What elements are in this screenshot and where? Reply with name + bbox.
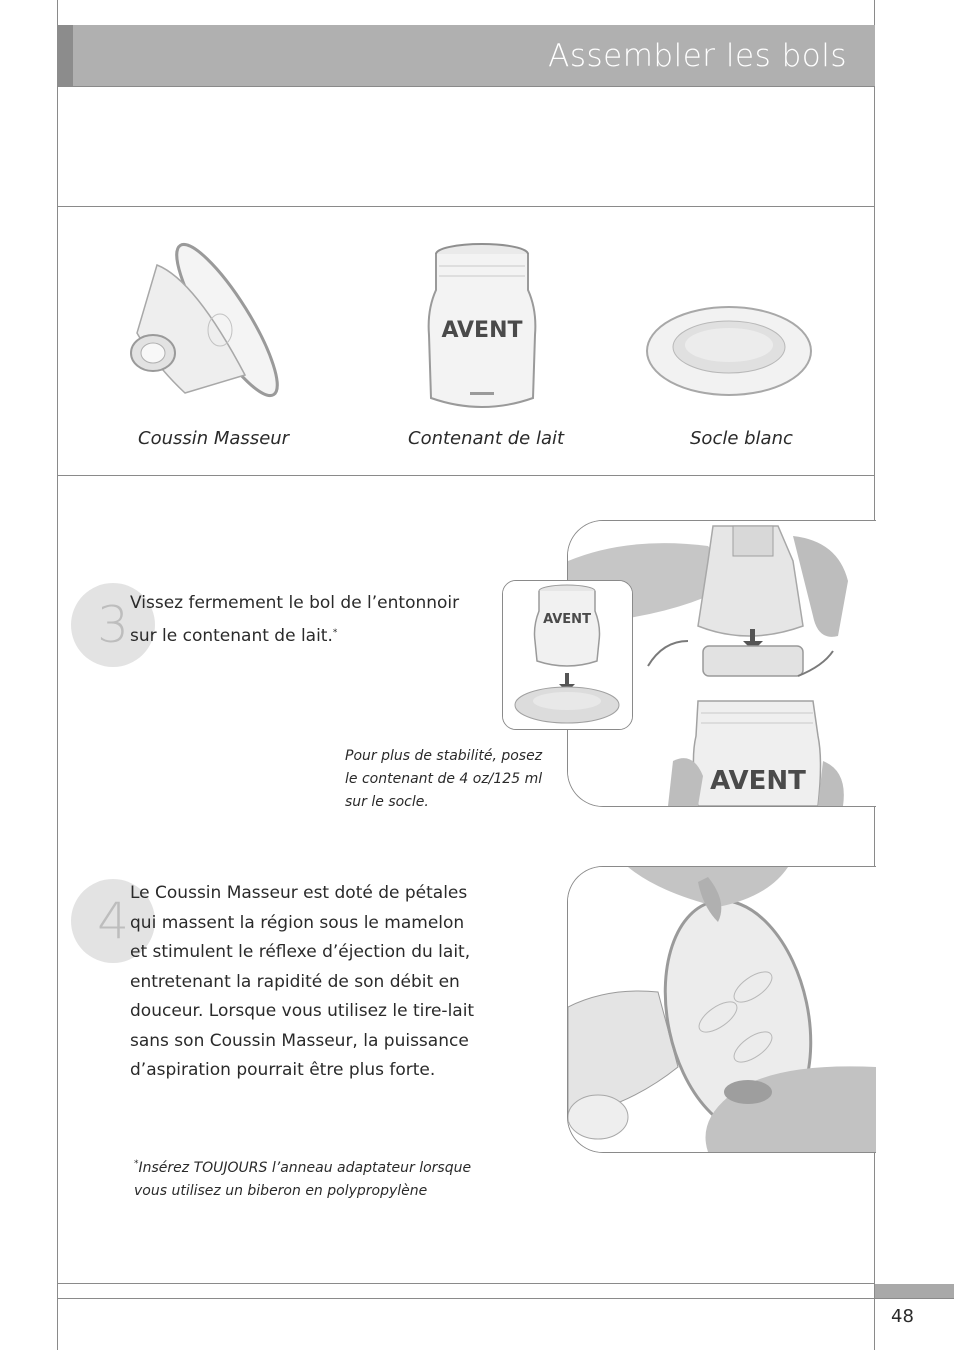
bottle-brand-label: AVENT: [543, 612, 591, 627]
step-number-badge: 3: [71, 583, 155, 667]
stability-note: Pour plus de stabilité, posez le contenant de 4 oz/125 ml sur le socle.: [345, 748, 543, 810]
footnote-text: Insérez TOUJOURS l’anneau adaptateur lorsque vous utilisez un biberon en polypropylène: [134, 1160, 472, 1199]
part-caption-coussin: Coussin Masseur: [138, 428, 290, 449]
step-4-photo: [567, 866, 876, 1153]
step-number-badge: 4: [71, 879, 155, 963]
footnote: [134, 1153, 471, 1203]
footer-divider: [57, 1283, 875, 1284]
page-number: 48: [891, 1306, 914, 1327]
base-illustration: [645, 303, 815, 399]
part-caption-contenant: Contenant de lait: [408, 428, 565, 449]
footer-divider: [57, 1298, 954, 1299]
milk-container-illustration: [425, 240, 540, 412]
left-border-line: [57, 0, 58, 1350]
footnote-marker: *: [332, 627, 338, 638]
bottle-brand-label: AVENT: [441, 318, 523, 343]
breast-cushion-illustration: [125, 225, 285, 410]
section-divider: [57, 206, 875, 207]
page-title: Assembler les bols: [548, 38, 847, 74]
step-3-text: [130, 589, 459, 651]
header-accent: [57, 25, 73, 86]
footnote-marker: *: [134, 1159, 139, 1169]
step-4-text: Le Coussin Masseur est doté de pétales qui massent la région sous le mamelon et stimulent le réflexe d’éjection du lait, entretenant la rapidité de son débit en douceur. Lorsque vous utilisez le tire-lait sans son Coussin Masseur, la puissance d’aspiration pourrait être plus forte.: [130, 883, 475, 1080]
section-divider: [57, 475, 875, 476]
page-tab: [875, 1284, 954, 1298]
step-3-inset-photo: [502, 580, 633, 730]
bottle-brand-label: AVENT: [710, 766, 806, 796]
part-caption-socle: Socle blanc: [690, 428, 793, 449]
header-underline: [57, 86, 875, 87]
step-3-body: Vissez fermement le bol de l’entonnoir sur le contenant de lait.: [130, 593, 460, 646]
